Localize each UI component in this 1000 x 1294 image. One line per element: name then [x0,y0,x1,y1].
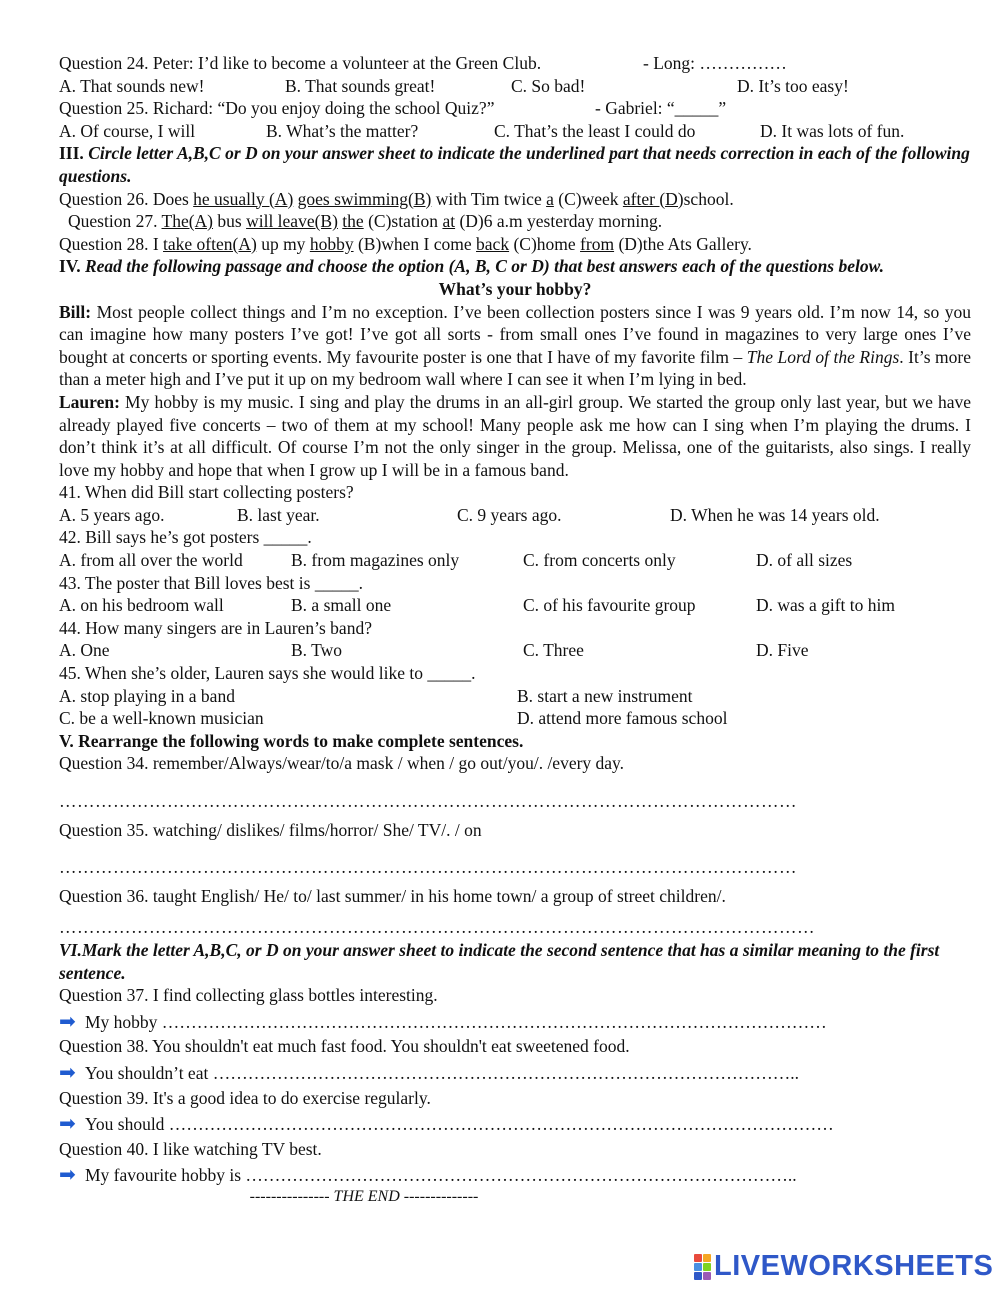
underlined-part-b[interactable]: will leave(B) [246,211,338,232]
q45-options-row-1 [59,685,971,708]
paragraph-text: My hobby is my music. I sing and play the drums in an all-girl group. We started the group only last year, but we have already played five concerts – two of them at my school! Many people ask me how can I sing when I’m playing the drums. I don’t think it’s at all difficult. Of course I’m not the only singer in the group. Melissa, one of the guitarists, also sings. I really love my hobby and hope that when I grow up I will be in a famous band. [59,391,971,480]
option-d[interactable]: D. of all sizes [756,550,853,571]
end-text: --------------- THE END -------------- [249,1187,479,1205]
question-25 [59,97,971,120]
option-d[interactable]: D. attend more famous school [517,708,728,729]
answer-line[interactable]: ……………………………………………………………………………………………………………… [59,917,815,938]
underlined-part-c[interactable]: a [546,188,554,209]
q25-options [59,120,971,143]
question-44: 44. How many singers are in Lauren’s band? [59,617,372,638]
text-part: Question 26. Does [59,188,194,209]
answer-line[interactable]: You should …………………………………………………………………………………………………… [85,1114,834,1135]
text-part: (B)when I come [353,233,477,254]
speaker-name: Bill: [59,301,92,322]
text-part: (C)home [509,233,581,254]
passage-bill [59,301,971,391]
option-b[interactable]: B. Two [291,640,342,661]
text-part: up my [256,233,310,254]
underlined-part-d[interactable]: after (D) [622,188,684,209]
section-5-heading [59,730,971,753]
answer-line[interactable]: My hobby …………………………………………………………………………………………………… [85,1011,827,1032]
question-27 [59,210,971,233]
answer-line[interactable]: …………………………………………………………………………………………………………… [59,857,797,878]
underlined-part-a[interactable]: take often(A) [163,233,257,254]
option-a[interactable]: A. That sounds new! [59,75,205,96]
speaker-name: Lauren: [59,391,120,412]
question-41: 41. When did Bill start collecting posters? [59,482,354,503]
underlined-part-a[interactable]: he usually (A) [193,188,294,209]
option-c[interactable]: C. of his favourite group [523,595,696,616]
question-35: Question 35. watching/ dislikes/ films/horror/ She/ TV/. / on [59,819,482,840]
arrow-right-icon: ➡ [59,1008,76,1033]
question-39: Question 39. It's a good idea to do exercise regularly. [59,1087,431,1108]
q44-options [59,639,971,662]
section-number: III. [59,143,84,164]
answer-row [59,1061,971,1084]
section-number: IV. [59,256,81,277]
paragraph-text: Most people collect things and I’m no exception. I’ve been collection posters since I was 9 years old. I’m now 14, so you can imagine how many posters I’ve got! I’ve got all sorts - from small ones I’ve found in magazines to very large ones I’ve bought at concerts or sporting events. My favourite poster is one that I have of my favorite film – [59,301,971,367]
logo-mark-icon [694,1254,711,1280]
question-28 [59,233,971,256]
answer-row [59,1112,971,1135]
option-a[interactable]: A. 5 years ago. [59,504,165,525]
text-part: (C)week [553,188,623,209]
question-45: 45. When she’s older, Lauren says she would like to _____. [59,663,476,684]
underlined-part-d[interactable]: at [442,211,456,232]
question-34: Question 34. remember/Always/wear/to/a mask / when / go out/you/. /every day. [59,753,625,774]
section-instruction: Circle letter A,B,C or D on your answer sheet to indicate the underlined part that needs correction in each of the following questions. [59,143,970,186]
option-b[interactable]: B. last year. [237,504,320,525]
section-6-heading: VI.Mark the letter A,B,C, or D on your answer sheet to indicate the second sentence that has a similar meaning to the first sentence. [59,939,940,983]
option-c[interactable]: C. 9 years ago. [457,504,562,525]
answer-line[interactable]: …………………………………………………………………………………………………………… [59,791,797,811]
option-d[interactable]: D. Five [756,640,809,661]
section-3-heading [59,142,971,187]
text-part: with Tim twice [431,188,547,209]
question-43: 43. The poster that Bill loves best is _____. [59,572,363,593]
question-42: 42. Bill says he’s got posters _____. [59,527,312,548]
text-part: bus [213,211,247,232]
option-b[interactable]: B. from magazines only [291,550,460,571]
text-part: (C)station [363,211,443,232]
option-d[interactable]: D. When he was 14 years old. [670,504,880,525]
underlined-part-b[interactable]: goes swimming(B) [297,188,432,209]
q43-options [59,594,971,617]
answer-row [59,1163,971,1186]
arrow-right-icon: ➡ [59,1111,76,1136]
reply-prompt: - Gabriel: “_____” [595,98,727,119]
option-c[interactable]: C. So bad! [511,75,586,96]
worksheet-page [59,52,971,1209]
option-a[interactable]: A. stop playing in a band [59,685,235,706]
section-instruction: Read the following passage and choose the option (A, B, C or D) that best answers each of the questions below. [84,256,885,277]
option-c[interactable]: C. That’s the least I could do [494,120,696,141]
q45-options-row-2 [59,707,971,730]
option-c[interactable]: C. Three [523,640,584,661]
q24-options [59,75,971,98]
option-d[interactable]: D. It was lots of fun. [760,120,905,141]
answer-row [59,1010,971,1033]
q42-options [59,549,971,572]
section-4-heading [59,255,971,278]
question-text: Question 24. Peter: I’d like to become a volunteer at the Green Club. [59,53,542,73]
option-b[interactable]: B. start a new instrument [517,685,693,706]
q41-options [59,504,971,527]
question-40: Question 40. I like watching TV best. [59,1138,322,1159]
section-instruction: Rearrange the following words to make complete sentences. [78,730,524,751]
option-b[interactable]: B. What’s the matter? [266,120,419,141]
logo-text: LIVEWORKSHEETS [714,1250,994,1282]
arrow-right-icon: ➡ [59,1162,76,1187]
text-part: Question 28. I [59,233,164,254]
paragraph-text: . It’s more than a meter high and I’ve put it up on my bedroom wall where I can see it when I’m lying in bed. [59,346,971,390]
text-part: (D)the Ats Gallery. [614,233,752,254]
question-26 [59,188,971,211]
text-part: Question 27. [68,211,162,232]
text-part: school. [683,188,734,209]
option-c[interactable]: C. be a well-known musician [59,708,264,729]
underlined-part-b[interactable]: hobby [309,233,354,254]
underlined-part-c[interactable]: the [342,211,364,232]
question-38: Question 38. You shouldn't eat much fast food. You shouldn't eat sweetened food. [59,1036,630,1057]
underlined-part-d[interactable]: from [580,233,615,254]
option-d[interactable]: D. It’s too easy! [737,75,849,96]
option-b[interactable]: B. That sounds great! [285,75,436,96]
answer-line[interactable]: You shouldn’t eat ……………………………………………………………………………………….. [85,1062,799,1083]
option-a[interactable]: A. on his bedroom wall [59,595,224,616]
text-part: (D)6 a.m yesterday morning. [455,211,663,232]
option-b[interactable]: B. a small one [291,595,392,616]
section-number: V. [59,730,74,751]
liveworksheets-logo [694,1250,993,1283]
option-a[interactable]: A. Of course, I will [59,120,196,141]
underlined-part-c[interactable]: back [476,233,510,254]
option-a[interactable]: A. from all over the world [59,550,243,571]
arrow-right-icon: ➡ [59,1059,76,1084]
option-a[interactable]: A. One [59,640,110,661]
option-d[interactable]: D. was a gift to him [756,595,896,616]
underlined-part-a[interactable]: The(A) [161,211,214,232]
question-24 [59,52,971,75]
option-c[interactable]: C. from concerts only [523,550,676,571]
end-marker [59,1186,669,1209]
question-37: Question 37. I find collecting glass bottles interesting. [59,985,438,1006]
reply-prompt: - Long: …………… [643,53,787,73]
passage-title: What’s your hobby? [438,278,592,299]
passage-lauren [59,391,971,481]
question-36: Question 36. taught English/ He/ to/ last summer/ in his home town/ a group of street children/. [59,885,726,906]
answer-line[interactable]: My favourite hobby is ………………………………………………………………………………….. [85,1165,797,1186]
question-text: Question 25. Richard: “Do you enjoy doing the school Quiz?” [59,98,495,119]
film-title: The Lord of the Rings [746,346,900,367]
